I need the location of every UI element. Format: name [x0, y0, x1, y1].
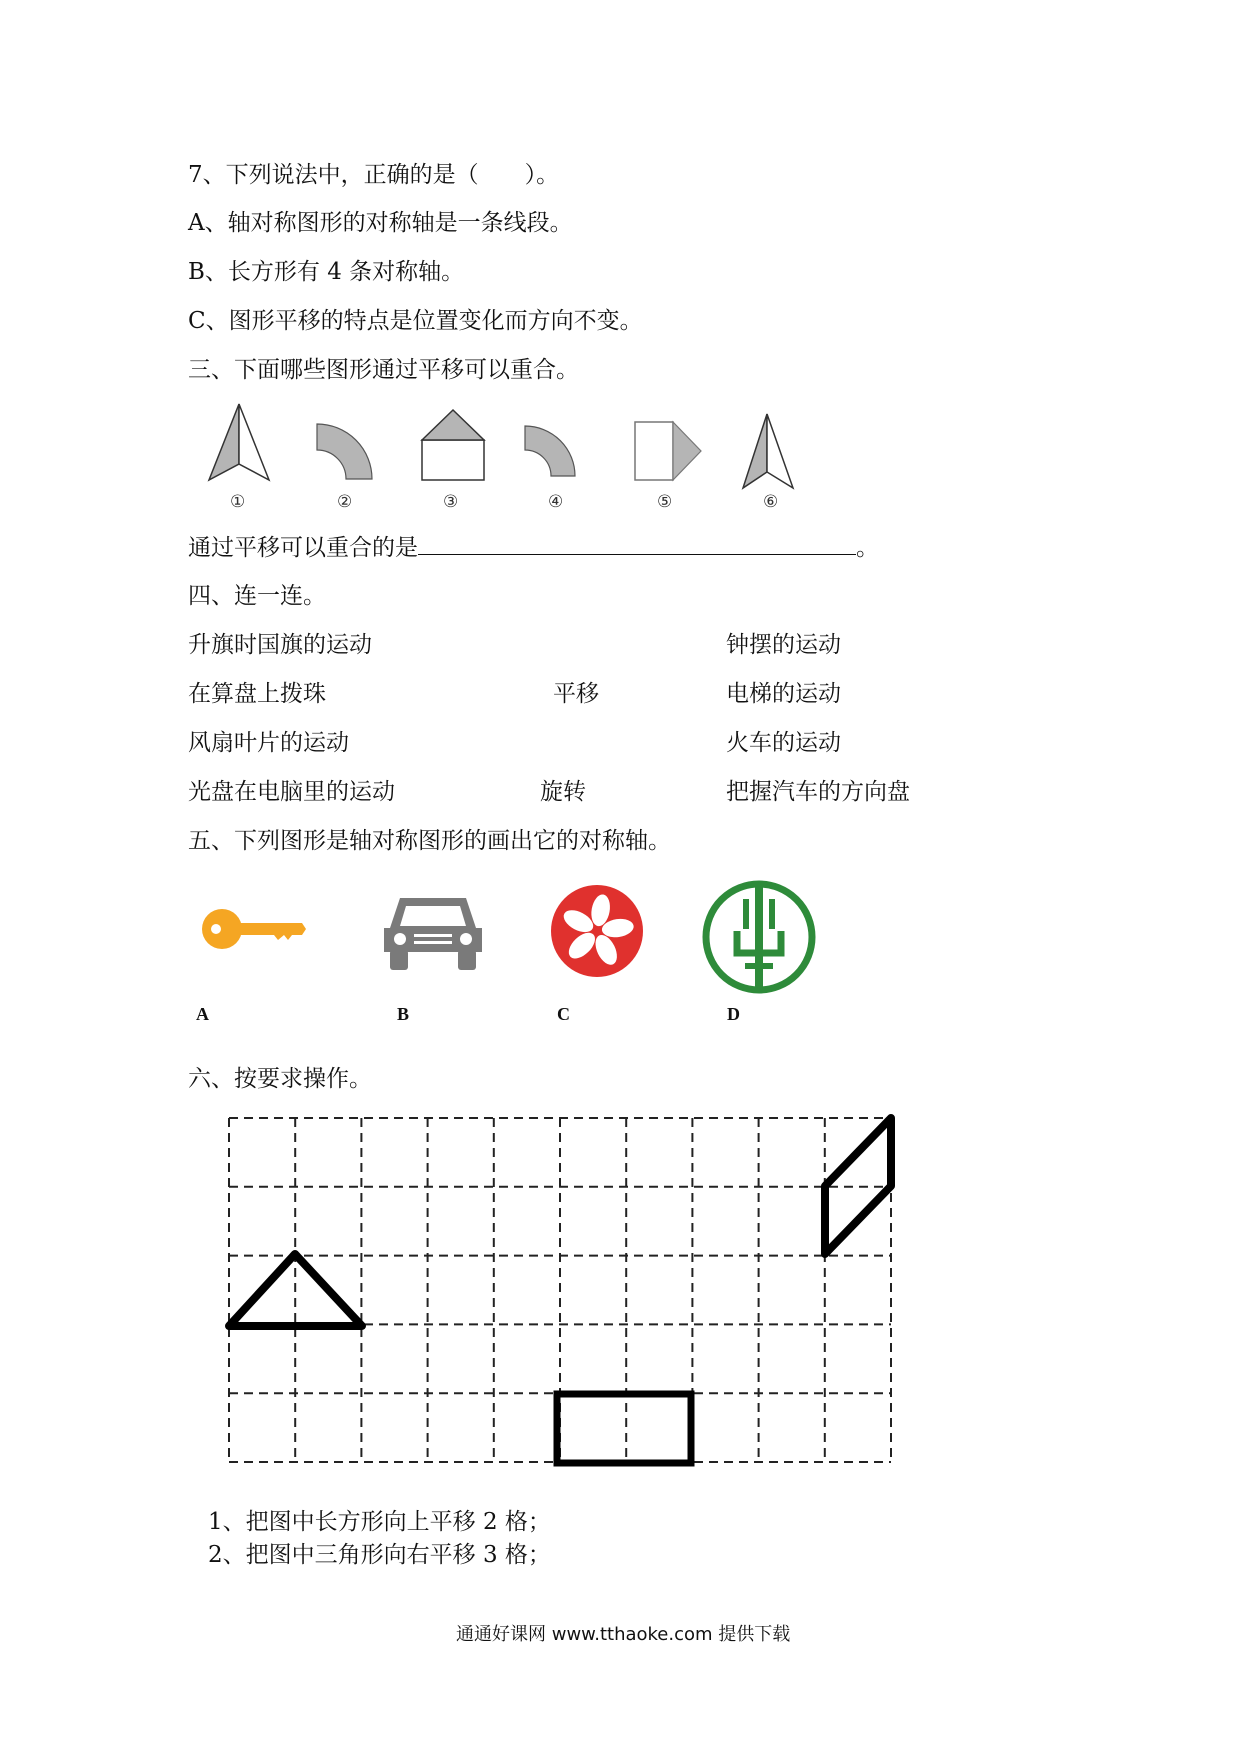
bauhinia-flag-icon [550, 884, 644, 978]
task-2: 2、把图中三角形向右平移 3 格； [208, 1542, 551, 1568]
arrow-shape-1 [209, 404, 269, 480]
section5-title: 五、下列图形是轴对称图形的画出它的对称轴。 [188, 828, 671, 854]
q7-option-b: B、长方形有 4 条对称轴。 [188, 259, 465, 285]
section6-title: 六、按要求操作。 [188, 1066, 372, 1092]
right-item-4: 把握汽车的方向盘 [726, 779, 910, 805]
middle-item-translation: 平移 [553, 681, 599, 707]
right-item-2: 电梯的运动 [726, 681, 841, 707]
section4-title: 四、连一连。 [188, 583, 326, 609]
dashed-grid [200, 1100, 920, 1500]
label-6: ⑥ [763, 492, 779, 512]
answer-end: 。 [856, 535, 879, 561]
left-item-1: 升旗时国旗的运动 [188, 632, 372, 658]
answer-prompt: 通过平移可以重合的是 [188, 535, 418, 561]
bank-logo-icon [697, 879, 821, 995]
rectangle-shape[interactable] [557, 1394, 691, 1463]
caption-b: B [397, 1004, 410, 1024]
caption-c: C [557, 1004, 570, 1024]
left-item-4: 光盘在电脑里的运动 [188, 779, 395, 805]
arc-shape-4 [525, 426, 575, 476]
q7-option-c: C、图形平移的特点是位置变化而方向不变。 [188, 308, 643, 334]
label-1: ① [230, 492, 246, 512]
caption-d: D [727, 1004, 740, 1024]
label-4: ④ [548, 492, 564, 512]
left-item-3: 风扇叶片的运动 [188, 730, 349, 756]
label-3: ③ [443, 492, 459, 512]
label-2: ② [337, 492, 353, 512]
arc-shape-2 [317, 424, 372, 479]
key-icon [200, 895, 310, 965]
q7-stem: 7、下列说法中，正确的是（ ）。 [188, 162, 560, 188]
right-item-1: 钟摆的运动 [726, 632, 841, 658]
flag-shape-5 [635, 422, 701, 480]
left-item-2: 在算盘上拨珠 [188, 681, 326, 707]
arrow-shape-6 [743, 414, 793, 488]
translation-shapes [195, 398, 835, 498]
right-item-3: 火车的运动 [726, 730, 841, 756]
car-icon [378, 890, 488, 980]
q7-option-a: A、轴对称图形的对称轴是一条线段。 [188, 210, 573, 236]
caption-a: A [196, 1004, 209, 1024]
section3-answer-line [188, 532, 879, 563]
house-shape-3 [422, 410, 484, 480]
label-5: ⑤ [657, 492, 673, 512]
task-1: 1、把图中长方形向上平移 2 格； [208, 1509, 551, 1535]
page-footer: 通通好课网 www.tthaoke.com 提供下载 [456, 1624, 791, 1645]
middle-item-rotation: 旋转 [540, 779, 586, 805]
section3-title: 三、下面哪些图形通过平移可以重合。 [188, 357, 579, 383]
answer-blank[interactable] [418, 532, 856, 555]
